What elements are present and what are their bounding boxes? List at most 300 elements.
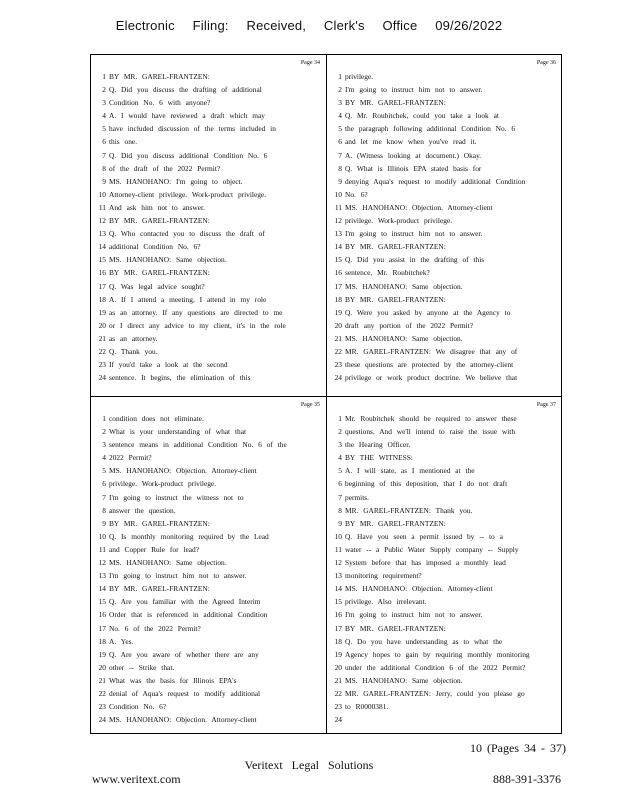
line-number: 23: [98, 360, 106, 370]
line-number: 11: [334, 202, 342, 212]
line-number: 24: [334, 715, 342, 725]
transcript-line: [327, 451, 562, 464]
transcript-line: [327, 674, 562, 687]
transcript-line: [327, 135, 562, 148]
line-number: 14: [334, 584, 342, 594]
line-text: water -- a Public Water Supply company -- Supply: [345, 544, 519, 554]
line-number: 11: [334, 544, 342, 554]
line-text: If you'd take a look at the second: [109, 360, 228, 370]
transcript-page-35: [91, 397, 326, 738]
line-text: as an attorney.: [109, 333, 158, 343]
line-text: I'm going to instruct the witness not to: [109, 492, 244, 502]
page-range: 10 (Pages 34 - 37): [470, 741, 566, 755]
line-number: 9: [102, 518, 106, 528]
line-text: MS. HANOHANO: Objection. Attorney-client: [345, 202, 493, 212]
transcript-line: [91, 582, 326, 595]
transcript-line: [91, 266, 326, 279]
line-number: 23: [98, 702, 106, 712]
line-number: 6: [338, 479, 342, 489]
line-text: Q. Is monthly monitoring required by the Lead: [109, 531, 269, 541]
line-number: 16: [334, 268, 342, 278]
transcript-lines: [327, 412, 562, 726]
line-number: 3: [338, 440, 342, 450]
line-number: 14: [98, 242, 106, 252]
transcript-line: [327, 700, 562, 713]
page-label: Page 37: [536, 402, 556, 408]
line-number: 8: [102, 505, 106, 515]
transcript-line: [327, 227, 562, 240]
transcript-grid: [90, 54, 562, 734]
transcript-line: [91, 332, 326, 345]
line-text: BY MR. GAREL-FRANTZEN:: [345, 623, 446, 633]
line-text: have included discussion of the terms included in: [109, 124, 276, 134]
line-text: questions. And we'll intend to raise the issue with: [345, 427, 516, 437]
line-text: condition does not eliminate.: [109, 414, 204, 423]
line-text: draft any portion of the 2022 Permit?: [345, 320, 474, 330]
line-text: System before that has imposed a monthly lead: [345, 558, 506, 568]
line-text: Q. Were you asked by anyone at the Agency to: [345, 307, 511, 317]
transcript-line: [91, 713, 326, 726]
line-number: 11: [98, 544, 106, 554]
line-text: as an attorney. If any questions are directed to me: [109, 307, 283, 317]
line-text: denial of Aqua's request to modify additional: [109, 688, 261, 698]
transcript-line: [327, 201, 562, 214]
line-text: MR. GAREL-FRANTZEN: We disagree that any of: [345, 346, 518, 356]
line-number: 5: [338, 466, 342, 476]
line-number: 17: [98, 281, 106, 291]
line-number: 12: [98, 558, 106, 568]
transcript-line: [327, 517, 562, 530]
transcript-line: [327, 149, 562, 162]
line-text: I'm going to instruct him not to answer.: [345, 610, 483, 620]
line-number: 22: [98, 346, 106, 356]
line-text: the paragraph following additional Condition No. 6: [345, 124, 516, 134]
transcript-line: [327, 713, 562, 726]
transcript-line: [327, 635, 562, 648]
line-text: Q. Are you aware of whether there are any: [109, 649, 259, 659]
page-label: Page 36: [536, 60, 556, 66]
line-text: MS. HANOHANO: Same objection.: [345, 333, 463, 343]
line-text: I'm going to instruct him not to answer.: [109, 571, 247, 581]
line-text: under the additional Condition 6 of the 2022 Permit?: [345, 662, 526, 672]
line-text: BY MR. GAREL-FRANTZEN:: [345, 294, 446, 304]
transcript-line: [327, 582, 562, 595]
transcript-line: [91, 648, 326, 661]
transcript-line: [327, 280, 562, 293]
line-text: answer the question.: [109, 505, 176, 515]
line-text: MS. HANOHANO: Same objection.: [109, 558, 227, 568]
transcript-line: [91, 175, 326, 188]
transcript-line: [327, 83, 562, 96]
line-number: 13: [334, 571, 342, 581]
line-number: 3: [338, 98, 342, 108]
transcript-line: [91, 477, 326, 490]
line-text: or I direct any advice to my client, it's in the role: [109, 320, 286, 330]
transcript-line: [91, 556, 326, 569]
line-number: 17: [98, 623, 106, 633]
line-text: I'm going to instruct him not to answer.: [345, 229, 483, 239]
line-text: BY MR. GAREL-FRANTZEN:: [109, 268, 210, 278]
line-text: of the draft of the 2022 Permit?: [109, 163, 221, 173]
line-number: 8: [102, 163, 106, 173]
website-link[interactable]: www.veritext.com: [92, 772, 181, 786]
line-number: 4: [102, 111, 106, 121]
line-number: 1: [102, 72, 106, 81]
line-number: 9: [102, 176, 106, 186]
company-name: Veritext Legal Solutions: [244, 758, 374, 772]
line-text: permits.: [345, 492, 370, 502]
line-text: BY MR. GAREL-FRANTZEN:: [109, 72, 210, 81]
line-number: 21: [334, 333, 342, 343]
transcript-line: [327, 530, 562, 543]
line-text: privilege. Work-product privilege.: [109, 479, 217, 489]
transcript-line: [327, 266, 562, 279]
line-number: 17: [334, 281, 342, 291]
line-text: BY MR. GAREL-FRANTZEN:: [109, 518, 210, 528]
line-text: Condition No. 6?: [109, 702, 167, 712]
transcript-line: [91, 371, 326, 384]
line-number: 1: [338, 414, 342, 423]
line-text: A. Yes.: [109, 636, 134, 646]
transcript-line: [91, 608, 326, 621]
line-number: 14: [98, 584, 106, 594]
line-number: 13: [98, 229, 106, 239]
line-number: 13: [98, 571, 106, 581]
line-number: 22: [98, 688, 106, 698]
line-number: 12: [334, 558, 342, 568]
transcript-line: [327, 595, 562, 608]
line-text: 2022 Permit?: [109, 453, 152, 463]
line-number: 21: [98, 675, 106, 685]
line-number: 20: [334, 320, 342, 330]
transcript-line: [327, 188, 562, 201]
transcript-line: [327, 345, 562, 358]
line-text: to R0000381.: [345, 702, 389, 712]
line-number: 16: [98, 610, 106, 620]
transcript-line: [327, 661, 562, 674]
line-number: 15: [98, 597, 106, 607]
transcript-line: [91, 438, 326, 451]
transcript-line: [327, 464, 562, 477]
line-text: BY MR. GAREL-FRANTZEN:: [345, 518, 446, 528]
transcript-line: [91, 227, 326, 240]
transcript-line: [327, 477, 562, 490]
transcript-line: [327, 293, 562, 306]
line-number: 5: [102, 466, 106, 476]
line-number: 7: [102, 150, 106, 160]
transcript-line: [91, 162, 326, 175]
transcript-line: [91, 543, 326, 556]
line-number: 22: [334, 688, 342, 698]
line-text: No. 6?: [345, 189, 368, 199]
line-number: 10: [98, 531, 106, 541]
line-number: 15: [334, 597, 342, 607]
line-number: 10: [334, 189, 342, 199]
transcript-line: [91, 149, 326, 162]
transcript-line: [91, 464, 326, 477]
transcript-line: [91, 687, 326, 700]
transcript-line: [91, 345, 326, 358]
line-text: A. If I attend a meeting, I attend in my role: [109, 294, 267, 304]
line-number: 4: [102, 453, 106, 463]
line-number: 15: [334, 255, 342, 265]
line-number: 19: [98, 307, 106, 317]
line-number: 14: [334, 242, 342, 252]
transcript-lines: [91, 412, 326, 726]
line-number: 16: [98, 268, 106, 278]
line-text: privilege or work product doctrine. We believe that: [345, 373, 518, 383]
transcript-line: [91, 188, 326, 201]
line-text: BY MR. GAREL-FRANTZEN:: [345, 242, 446, 252]
transcript-line: [91, 122, 326, 135]
transcript-line: [91, 412, 326, 425]
transcript-line: [91, 700, 326, 713]
line-text: Q. Did you discuss additional Condition No. 6: [109, 150, 268, 160]
line-text: Q. Mr. Roubitchek, could you take a look at: [345, 111, 499, 121]
transcript-line: [91, 661, 326, 674]
transcript-line: [91, 201, 326, 214]
line-text: And ask him not to answer.: [109, 202, 205, 212]
transcript-page-36: [327, 55, 562, 396]
transcript-line: [91, 491, 326, 504]
line-text: A. (Witness looking at document.) Okay.: [345, 150, 482, 160]
line-number: 9: [338, 518, 342, 528]
transcript-line: [91, 358, 326, 371]
line-text: additional Condition No. 6?: [109, 242, 201, 252]
filing-header: Electronic Filing: Received, Clerk's Office 09/26/2022: [115, 18, 503, 33]
transcript-line: [327, 412, 562, 425]
line-number: 20: [98, 320, 106, 330]
line-number: 3: [102, 440, 106, 450]
transcript-line: [327, 253, 562, 266]
line-number: 10: [98, 189, 106, 199]
line-number: 18: [98, 636, 106, 646]
line-text: MS. HANOHANO: I'm going to object.: [109, 176, 243, 186]
line-text: BY THE WITNESS:: [345, 453, 413, 463]
line-text: No. 6 of the 2022 Permit?: [109, 623, 201, 633]
transcript-line: [91, 517, 326, 530]
line-number: 24: [334, 373, 342, 383]
line-number: 15: [98, 255, 106, 265]
line-text: I'm going to instruct him not to answer.: [345, 85, 483, 95]
line-text: beginning of this deposition, that I do not draft: [345, 479, 508, 489]
transcript-line: [327, 122, 562, 135]
transcript-line: [91, 70, 326, 83]
transcript-line: [327, 622, 562, 635]
transcript-line: [327, 543, 562, 556]
line-text: Q. Did you assist in the drafting of this: [345, 255, 485, 265]
line-text: MR. GAREL-FRANTZEN: Jerry, could you please go: [345, 688, 525, 698]
transcript-page-34: [91, 55, 326, 396]
transcript-line: [327, 608, 562, 621]
line-number: 7: [338, 150, 342, 160]
phone-number: 888-391-3376: [493, 772, 561, 786]
page-label: Page 35: [300, 402, 320, 408]
line-number: 4: [338, 453, 342, 463]
transcript-line: [327, 371, 562, 384]
transcript-lines: [327, 70, 562, 384]
page-label: Page 34: [300, 60, 320, 66]
line-text: Q. Did you discuss the drafting of additional: [109, 85, 262, 95]
line-text: and let me know when you've read it.: [345, 137, 477, 147]
line-text: MS. HANOHANO: Objection. Attorney-client: [109, 466, 257, 476]
line-text: this one.: [109, 137, 138, 147]
line-number: 20: [98, 662, 106, 672]
transcript-line: [91, 622, 326, 635]
transcript-line: [91, 293, 326, 306]
transcript-line: [327, 687, 562, 700]
transcript-line: [327, 425, 562, 438]
transcript-line: [91, 319, 326, 332]
line-text: What was the basis for Illinois EPA's: [109, 675, 237, 685]
line-number: 17: [334, 623, 342, 633]
line-number: 18: [334, 636, 342, 646]
line-text: monitoring requirement?: [345, 571, 422, 581]
transcript-line: [91, 569, 326, 582]
transcript-line: [91, 635, 326, 648]
transcript-line: [91, 530, 326, 543]
transcript-line: [327, 109, 562, 122]
line-number: 22: [334, 346, 342, 356]
line-text: sentence. It begins, the elimination of this: [109, 373, 251, 383]
line-number: 24: [98, 715, 106, 725]
line-number: 18: [334, 294, 342, 304]
line-number: 20: [334, 662, 342, 672]
line-text: Attorney-client privilege. Work-product privilege.: [109, 189, 267, 199]
transcript-line: [327, 491, 562, 504]
line-text: Q. Was legal advice sought?: [109, 281, 205, 291]
line-text: privilege. Work-product privilege.: [345, 216, 453, 226]
line-number: 9: [338, 176, 342, 186]
line-number: 19: [334, 307, 342, 317]
line-number: 19: [98, 649, 106, 659]
line-number: 23: [334, 702, 342, 712]
line-number: 2: [102, 85, 106, 95]
transcript-line: [327, 358, 562, 371]
line-number: 1: [338, 72, 342, 81]
transcript-line: [91, 451, 326, 464]
line-number: 12: [98, 216, 106, 226]
line-number: 13: [334, 229, 342, 239]
line-number: 7: [102, 492, 106, 502]
line-text: Q. Have you seen a permit issued by -- to a: [345, 531, 503, 541]
transcript-line: [327, 306, 562, 319]
transcript-line: [91, 280, 326, 293]
line-number: 6: [338, 137, 342, 147]
transcript-line: [327, 240, 562, 253]
transcript-lines: [91, 70, 326, 384]
transcript-line: [327, 96, 562, 109]
line-text: MS. HANOHANO: Same objection.: [345, 675, 463, 685]
transcript-page-37: [327, 397, 562, 738]
line-text: these questions are protected by the attorney-client: [345, 360, 514, 370]
transcript-line: [91, 595, 326, 608]
line-text: Q. Who contacted you to discuss the draft of: [109, 229, 265, 239]
line-text: the Hearing Officer.: [345, 440, 411, 450]
line-text: Q. Do you have understanding as to what the: [345, 636, 503, 646]
line-number: 4: [338, 111, 342, 121]
line-number: 24: [98, 373, 106, 383]
line-text: A. I would have reviewed a draft which may: [109, 111, 265, 121]
line-number: 2: [102, 427, 106, 437]
line-number: 8: [338, 163, 342, 173]
line-text: MS. HANOHANO: Objection. Attorney-client: [109, 715, 257, 725]
line-text: MS. HANOHANO: Objection. Attorney-client: [345, 584, 493, 594]
transcript-line: [327, 556, 562, 569]
transcript-line: [327, 648, 562, 661]
transcript-line: [91, 504, 326, 517]
line-text: Q. What is Illinois EPA stated basis for: [345, 163, 482, 173]
line-text: Mr. Roubitchek should be required to answer these: [345, 414, 517, 423]
line-text: What is your understanding of what that: [109, 427, 247, 437]
line-number: 19: [334, 649, 342, 659]
line-text: MS. HANOHANO: Same objection.: [109, 255, 227, 265]
line-number: 5: [338, 124, 342, 134]
transcript-line: [327, 438, 562, 451]
transcript-line: [327, 70, 562, 83]
line-text: MR. GAREL-FRANTZEN: Thank you.: [345, 505, 473, 515]
line-text: MS. HANOHANO: Same objection.: [345, 281, 463, 291]
transcript-line: [91, 135, 326, 148]
transcript-line: [91, 109, 326, 122]
line-number: 2: [338, 85, 342, 95]
line-number: 12: [334, 216, 342, 226]
transcript-line: [327, 569, 562, 582]
transcript-line: [91, 253, 326, 266]
line-number: 3: [102, 98, 106, 108]
transcript-line: [327, 504, 562, 517]
transcript-line: [91, 674, 326, 687]
line-number: 21: [98, 333, 106, 343]
line-number: 18: [98, 294, 106, 304]
transcript-line: [91, 425, 326, 438]
line-number: 16: [334, 610, 342, 620]
line-text: and Copper Rule for lead?: [109, 544, 199, 554]
line-text: BY MR. GAREL-FRANTZEN:: [109, 216, 210, 226]
line-number: 23: [334, 360, 342, 370]
transcript-line: [91, 96, 326, 109]
line-text: privilege. Also irrelevant.: [345, 597, 427, 607]
line-number: 10: [334, 531, 342, 541]
line-text: sentence means in additional Condition No. 6 of the: [109, 440, 287, 450]
line-number: 8: [338, 505, 342, 515]
line-number: 6: [102, 479, 106, 489]
line-text: privilege.: [345, 72, 374, 81]
transcript-line: [91, 214, 326, 227]
transcript-line: [91, 306, 326, 319]
line-text: BY MR. GAREL-FRANTZEN:: [109, 584, 210, 594]
line-text: denying Aqua's request to modify additional Condition: [345, 176, 526, 186]
transcript-line: [327, 162, 562, 175]
line-number: 5: [102, 124, 106, 134]
line-text: Q. Thank you.: [109, 346, 158, 356]
line-number: 6: [102, 137, 106, 147]
transcript-line: [327, 332, 562, 345]
transcript-line: [327, 319, 562, 332]
line-text: Agency hopes to gain by requiring monthly monitoring: [345, 649, 530, 659]
line-text: Q. Are you familiar with the Agreed Interim: [109, 597, 261, 607]
line-number: 7: [338, 492, 342, 502]
transcript-line: [327, 175, 562, 188]
line-text: Order that is referenced in additional Condition: [109, 610, 268, 620]
line-text: sentence, Mr. Roubitchek?: [345, 268, 430, 278]
line-number: 2: [338, 427, 342, 437]
line-number: 11: [98, 202, 106, 212]
line-text: A. I will state, as I mentioned at the: [345, 466, 475, 476]
transcript-line: [91, 240, 326, 253]
transcript-line: [91, 83, 326, 96]
line-text: other -- Strike that.: [109, 662, 175, 672]
